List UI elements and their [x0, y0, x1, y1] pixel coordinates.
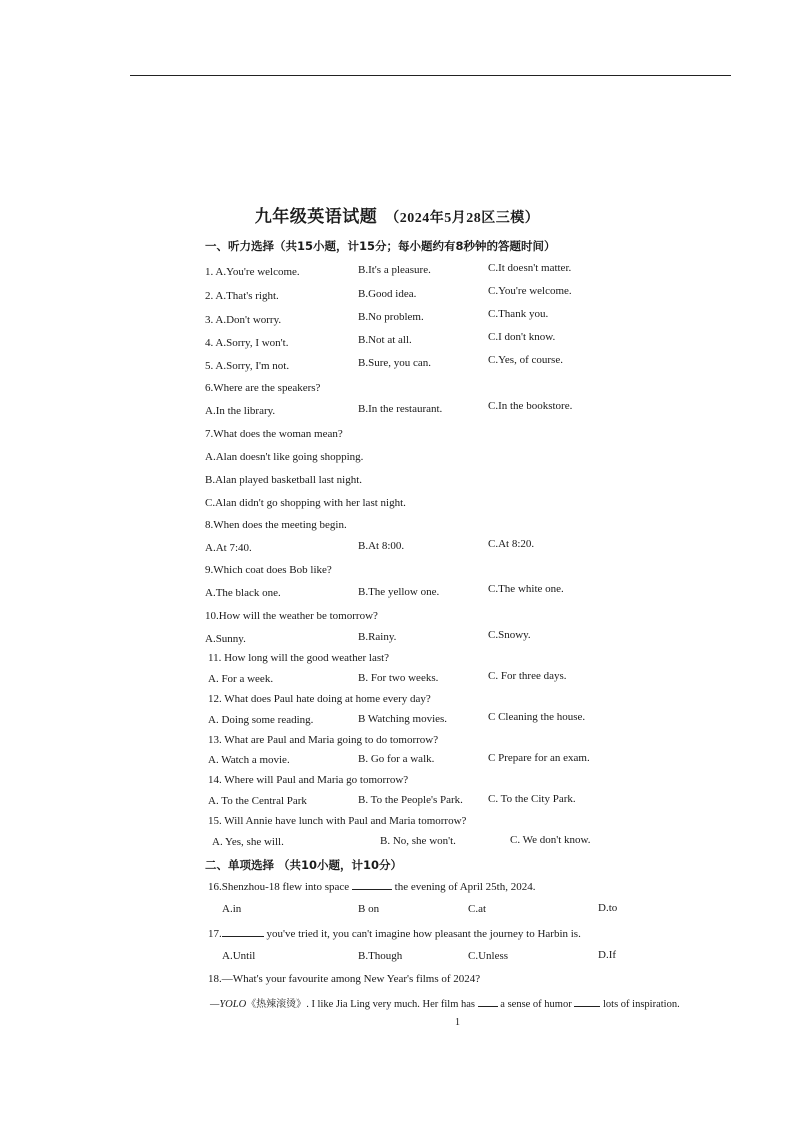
q9-c: C.The white one. — [488, 583, 564, 595]
q8-b: B.At 8:00. — [358, 540, 405, 552]
q7-b: B.Alan played basketball last night. — [205, 474, 363, 486]
q10-b: B.Rainy. — [358, 631, 397, 643]
q15-a: A. Yes, she will. — [212, 836, 284, 848]
q1-b: B.It's a pleasure. — [358, 264, 431, 276]
q11-c: C. For three days. — [488, 670, 567, 682]
section-1-heading: 一、听力选择（共15小题，计15分；每小题约有8秒钟的答题时间） — [205, 239, 556, 253]
q2-a: 2. A.That's right. — [205, 290, 279, 302]
q7-a: A.Alan doesn't like going shopping. — [205, 451, 364, 463]
q16-d: D.to — [598, 902, 618, 914]
q14-a: A. To the Central Park — [208, 795, 307, 807]
q17-d: D.If — [598, 949, 617, 961]
q17-a: A.Until — [222, 950, 256, 962]
q18-film-en: —YOLO — [210, 999, 247, 1010]
q3-a: 3. A.Don't worry. — [205, 314, 282, 326]
q11-stem: 11. How long will the good weather last? — [208, 652, 390, 664]
q12-c: C Cleaning the house. — [488, 711, 586, 723]
q17-blank[interactable] — [222, 927, 264, 937]
q10-c: C.Snowy. — [488, 629, 531, 641]
q15-b: B. No, she won't. — [380, 835, 456, 847]
q14-stem: 14. Where will Paul and Maria go tomorrow? — [208, 774, 409, 786]
q12-stem: 12. What does Paul hate doing at home every day? — [208, 693, 431, 705]
q11-b: B. For two weeks. — [358, 672, 439, 684]
q3-b: B.No problem. — [358, 311, 424, 323]
q18-stem: 18.—What's your favourite among New Year's films of 2024? — [208, 973, 481, 985]
q18-blank-2[interactable] — [574, 997, 600, 1007]
q17-stem — [208, 927, 581, 940]
q8-a: A.At 7:40. — [205, 542, 252, 554]
q10-a: A.Sunny. — [205, 633, 246, 645]
q16-a: A.in — [222, 903, 242, 915]
q18-answer-pre: . I like Jia Ling very much. Her film has — [306, 999, 476, 1010]
header-rule — [130, 75, 731, 76]
title-text: 九年级英语试题 — [254, 207, 378, 226]
q4-b: B.Not at all. — [358, 334, 412, 346]
q13-stem: 13. What are Paul and Maria going to do tomorrow? — [208, 734, 439, 746]
q2-c: C.You're welcome. — [488, 285, 572, 297]
section-2-heading: 二、单项选择 （共10小题，计10分） — [205, 858, 403, 872]
q9-stem: 9.Which coat does Bob like? — [205, 564, 332, 576]
q13-b: B. Go for a walk. — [358, 753, 435, 765]
q9-a: A.The black one. — [205, 587, 281, 599]
q16-stem — [208, 880, 535, 893]
q3-c: C.Thank you. — [488, 308, 549, 320]
q17-b: B.Though — [358, 950, 403, 962]
q11-a: A. For a week. — [208, 673, 274, 685]
q18-answer-line — [210, 995, 680, 1010]
q6-c: C.In the bookstore. — [488, 400, 573, 412]
q8-c: C.At 8:20. — [488, 538, 535, 550]
q6-b: B.In the restaurant. — [358, 403, 443, 415]
q2-b: B.Good idea. — [358, 288, 417, 300]
q1-a: 1. A.You're welcome. — [205, 266, 300, 278]
title-subtitle: （2024年5月28区三模） — [385, 211, 540, 226]
q18-answer-post: lots of inspiration. — [602, 999, 680, 1010]
q18-blank-1[interactable] — [478, 997, 498, 1007]
q16-stem-post: the evening of April 25th, 2024. — [394, 881, 536, 893]
q5-b: B.Sure, you can. — [358, 357, 432, 369]
q7-stem: 7.What does the woman mean? — [205, 428, 343, 440]
q14-c: C. To the City Park. — [488, 793, 576, 805]
q7-c: C.Alan didn't go shopping with her last night. — [205, 497, 406, 509]
q17-stem-pre: 17. — [208, 928, 222, 940]
q16-blank[interactable] — [352, 880, 392, 890]
q16-stem-pre: 16.Shenzhou-18 flew into space — [208, 881, 350, 893]
q4-c: C.I don't know. — [488, 331, 556, 343]
page-number: 1 — [455, 1017, 460, 1028]
q5-c: C.Yes, of course. — [488, 354, 563, 366]
q16-c: C.at — [468, 903, 487, 915]
q8-stem: 8.When does the meeting begin. — [205, 519, 347, 531]
q6-a: A.In the library. — [205, 405, 276, 417]
q16-b: B on — [358, 903, 380, 915]
q15-c: C. We don't know. — [510, 834, 591, 846]
q13-a: A. Watch a movie. — [208, 754, 290, 766]
exam-title — [0, 202, 794, 227]
q17-stem-post: you've tried it, you can't imagine how pleasant the journey to Harbin is. — [266, 928, 581, 940]
q12-a: A. Doing some reading. — [208, 714, 314, 726]
q18-film-cn: 《热辣滚烫》 — [246, 999, 307, 1010]
q9-b: B.The yellow one. — [358, 586, 440, 598]
q18-answer-mid: a sense of humor — [500, 999, 572, 1010]
q5-a: 5. A.Sorry, I'm not. — [205, 360, 290, 372]
q1-c: C.It doesn't matter. — [488, 262, 572, 274]
q4-a: 4. A.Sorry, I won't. — [205, 337, 289, 349]
q6-stem: 6.Where are the speakers? — [205, 382, 321, 394]
q17-c: C.Unless — [468, 950, 509, 962]
q15-stem: 15. Will Annie have lunch with Paul and Maria tomorrow? — [208, 815, 467, 827]
q13-c: C Prepare for an exam. — [488, 752, 590, 764]
q12-b: B Watching movies. — [358, 713, 448, 725]
q14-b: B. To the People's Park. — [358, 794, 463, 806]
q10-stem: 10.How will the weather be tomorrow? — [205, 610, 378, 622]
